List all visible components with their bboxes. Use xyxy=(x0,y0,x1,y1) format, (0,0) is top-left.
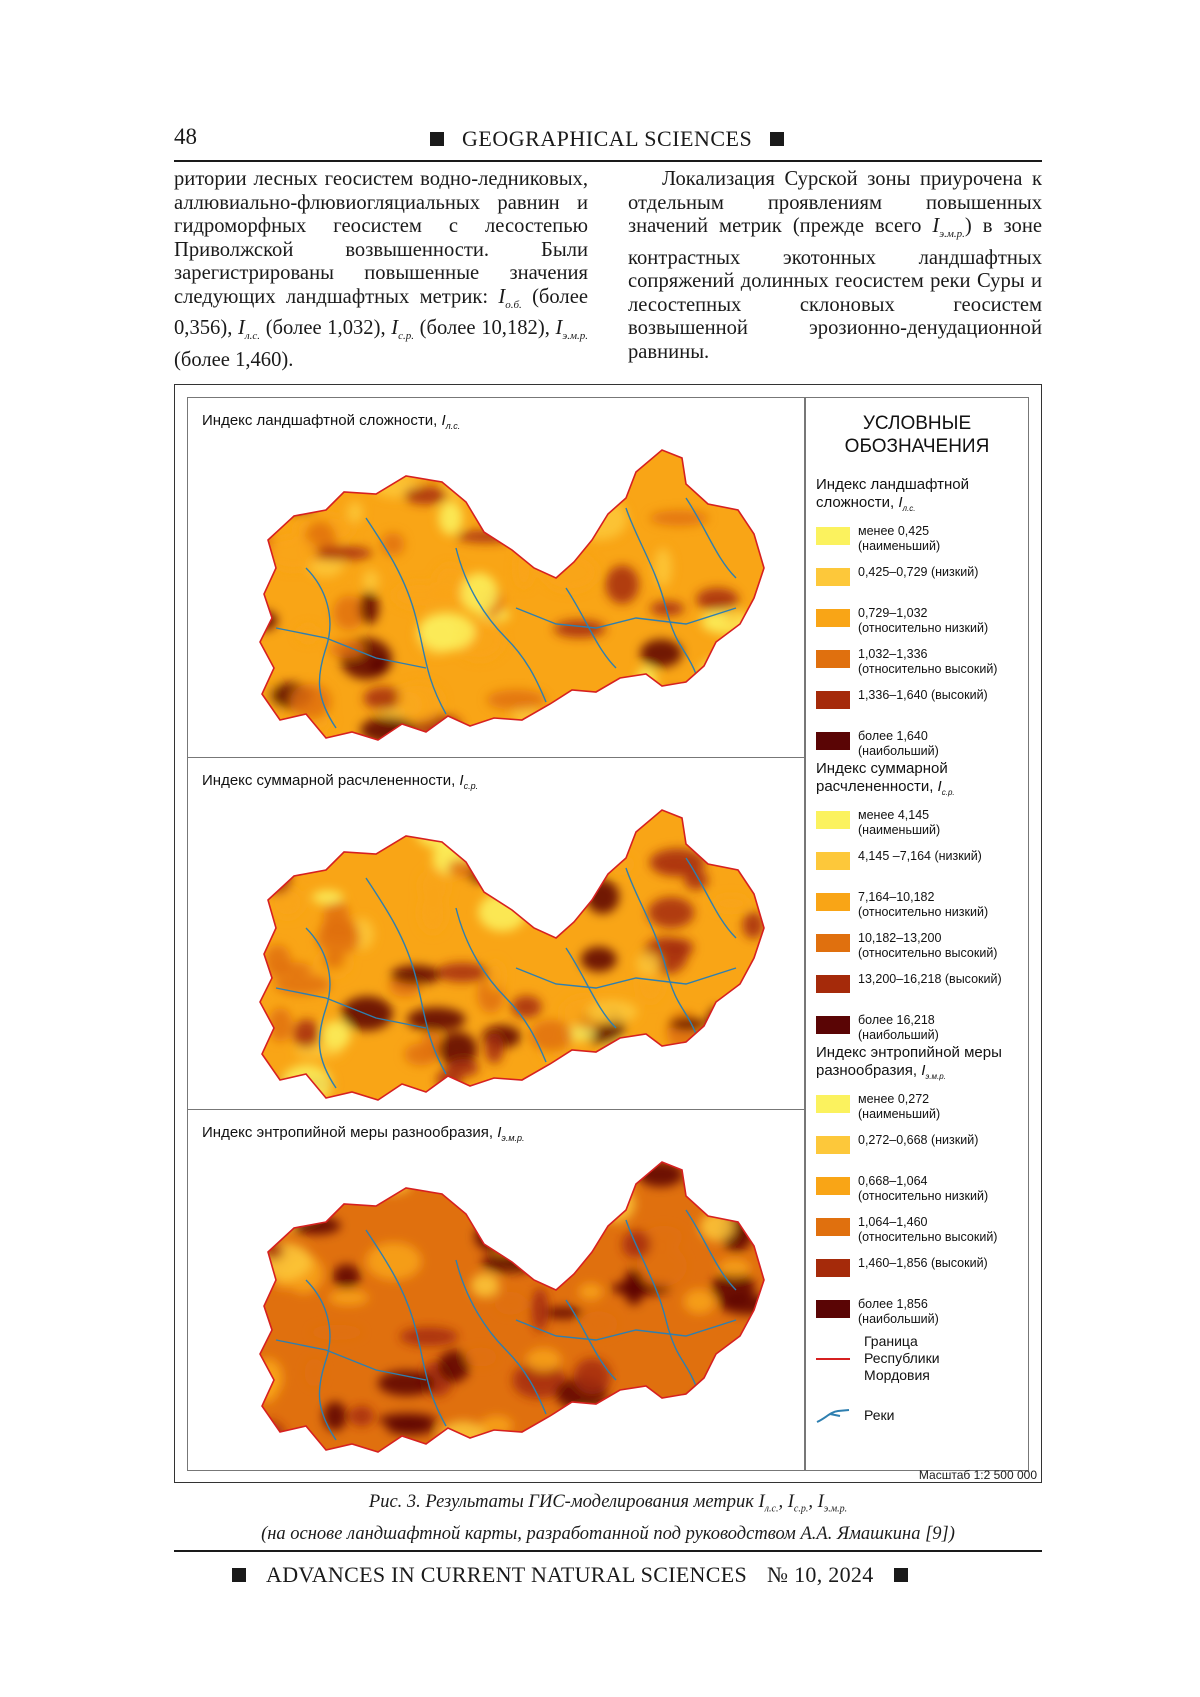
legend-item xyxy=(816,890,1024,931)
heat-blob xyxy=(256,1184,302,1204)
heat-blob xyxy=(714,1368,748,1401)
legend-item-label: 0,668–1,064 (относительно низкий) xyxy=(858,1174,989,1203)
heat-blob xyxy=(586,880,620,914)
metric-symbol: $I_{э.м.р.}$ xyxy=(555,317,588,343)
legend-item xyxy=(816,1174,1024,1215)
metric-value-text: (более 1,032), xyxy=(260,317,392,340)
heat-blob xyxy=(439,501,463,535)
heat-blob xyxy=(542,553,598,592)
page-header xyxy=(174,120,1042,162)
heat-blob xyxy=(258,1243,312,1280)
heat-blob xyxy=(682,1399,710,1435)
legend-item xyxy=(816,849,1024,890)
legend-item-label: более 1,856 (наибольший) xyxy=(858,1297,939,1326)
heat-blob xyxy=(322,1021,351,1049)
heat-blob xyxy=(252,1358,283,1397)
figure-caption xyxy=(174,1490,1042,1546)
legend-item-label: 0,729–1,032 (относительно низкий) xyxy=(858,606,989,635)
metric-value-text: (более 1,460). xyxy=(174,348,294,371)
right-paragraph xyxy=(628,168,1042,364)
heat-blob xyxy=(381,533,404,556)
heat-blob xyxy=(230,1419,285,1449)
legend-section-landscape-complexity xyxy=(816,476,1024,770)
heat-blob xyxy=(724,611,742,624)
heat-blob xyxy=(530,1020,573,1052)
map-legend xyxy=(805,397,1029,1471)
heat-blob xyxy=(347,501,363,523)
heat-blob xyxy=(531,1288,548,1332)
heat-blob xyxy=(260,866,292,894)
legend-item xyxy=(816,931,1024,972)
legend-item xyxy=(816,1256,1024,1297)
heat-blob xyxy=(386,1420,434,1435)
heat-blob xyxy=(240,526,274,568)
legend-swatch xyxy=(816,609,850,627)
heat-blob xyxy=(527,461,559,475)
heat-blob xyxy=(384,459,437,472)
heat-blob xyxy=(487,690,546,710)
metric-value-text: (более 0,356), xyxy=(174,285,588,340)
legend-section-head: Индекс ландшафтной сложности, $I_{л.с.}$ xyxy=(816,476,969,513)
legend-item-label: менее 0,272 (наименьший) xyxy=(858,1092,941,1121)
heat-blob xyxy=(570,1410,596,1441)
panel-title: Индекс ландшафтной сложности, $I_{л.с.}$ xyxy=(202,412,461,431)
legend-item-border xyxy=(816,1333,1024,1384)
heat-blob xyxy=(320,917,358,941)
legend-swatch xyxy=(816,1095,850,1113)
heat-blob xyxy=(495,1292,527,1315)
heat-blob xyxy=(396,682,443,722)
heat-blob xyxy=(713,895,751,911)
right-paragraph-text: ) в зоне контрастных экотонных ландшафтных сопряжений долинных геосистем реки Суры и лесостепных склоновых геосистем возвышенной эрозионно-денудационной равнины. xyxy=(628,215,1042,363)
legend-section-entropy-diversity xyxy=(816,1044,1024,1338)
heat-blob xyxy=(587,1000,638,1023)
square-bullet-icon xyxy=(430,132,444,146)
heat-blob xyxy=(636,952,660,975)
heat-blob xyxy=(650,510,709,525)
heat-blob xyxy=(340,472,368,484)
heat-blob xyxy=(290,684,331,720)
heat-blob xyxy=(447,859,476,877)
legend-swatch xyxy=(816,934,850,952)
legend-item-label: 1,336–1,640 (высокий) xyxy=(858,688,988,702)
heat-blob xyxy=(640,639,682,667)
heat-blob xyxy=(482,1253,538,1273)
heat-blob xyxy=(359,591,379,624)
legend-swatch xyxy=(816,852,850,870)
heat-blob xyxy=(684,870,708,890)
heat-blob xyxy=(312,890,343,904)
legend-swatch xyxy=(816,975,850,993)
heat-blob xyxy=(407,1007,466,1031)
journal-section-title: GEOGRAPHICAL SCIENCES xyxy=(462,126,753,151)
map-entropy-diversity xyxy=(188,1110,804,1470)
panel-title: Индекс энтропийной меры разнообразия, $I_{э.м.р.}$ xyxy=(202,1124,525,1143)
river-line-icon xyxy=(816,1406,850,1424)
legend-swatch xyxy=(816,732,850,750)
heat-blob xyxy=(415,811,467,849)
heat-blob xyxy=(471,1273,500,1297)
heat-blob xyxy=(293,1019,319,1048)
heat-blob xyxy=(256,481,291,499)
legend-item-rivers xyxy=(816,1406,1024,1424)
border-line-icon xyxy=(816,1353,850,1365)
heat-blob xyxy=(676,1423,705,1462)
heat-blob xyxy=(282,500,316,513)
legend-swatch xyxy=(816,1016,850,1034)
running-head xyxy=(430,126,784,152)
page-number: 48 xyxy=(174,124,197,149)
heat-blob xyxy=(684,1289,715,1314)
heat-blob xyxy=(493,881,535,895)
legend-swatch xyxy=(816,893,850,911)
legend-item xyxy=(816,1133,1024,1174)
page-footer xyxy=(174,1550,1042,1596)
legend-item-label: 10,182–13,200 (относительно высокий) xyxy=(858,931,998,960)
legend-item-label: более 16,218 (наибольший) xyxy=(858,1013,939,1042)
heat-blob xyxy=(648,1426,668,1453)
map-panel-entropy-diversity xyxy=(187,1109,805,1471)
heat-blob xyxy=(511,996,541,1018)
legend-section-total-dissection xyxy=(816,760,1024,1054)
caption-line-1: Рис. 3. Результаты ГИС-моделирования метрик $I_{л.с.}$, $I_{с.р.}$, $I_{э.м.р.}$ xyxy=(368,1492,848,1515)
heat-blob xyxy=(313,546,372,560)
legend-item xyxy=(816,647,1024,688)
heat-blob xyxy=(584,817,616,847)
heat-blob xyxy=(333,1264,361,1288)
legend-item-label: менее 0,425 (наименьший) xyxy=(858,524,941,553)
map-total-dissection xyxy=(188,758,804,1118)
legend-item-label: 1,032–1,336 (относительно высокий) xyxy=(858,647,998,676)
heat-blob xyxy=(400,1327,459,1346)
legend-item-label: 13,200–16,218 (высокий) xyxy=(858,972,1002,986)
heat-blob xyxy=(419,869,449,903)
heat-blob xyxy=(554,620,606,638)
metric-symbol: $I_{л.с.}$ xyxy=(238,317,261,343)
left-column xyxy=(174,168,588,372)
heat-blob xyxy=(260,1243,284,1260)
heat-blob xyxy=(475,1222,515,1252)
legend-section-head: Индекс суммарной расчлененности, $I_{с.р.}$ xyxy=(816,760,955,797)
heat-blob xyxy=(526,1348,561,1371)
legend-item-label: 0,425–0,729 (низкий) xyxy=(858,565,979,579)
heat-blob xyxy=(596,1185,635,1223)
heat-blob xyxy=(638,722,675,741)
left-paragraph xyxy=(174,168,588,372)
heat-blob xyxy=(578,1283,603,1300)
heat-blob xyxy=(247,611,277,631)
heat-blob xyxy=(448,457,506,483)
heat-blob xyxy=(733,1165,759,1195)
heat-blob xyxy=(700,1212,735,1241)
heat-blob xyxy=(566,1413,606,1427)
map-landscape-complexity xyxy=(188,398,804,758)
heat-blob xyxy=(311,1325,363,1340)
heat-blob xyxy=(365,1177,411,1194)
legend-item-label: 0,272–0,668 (низкий) xyxy=(858,1133,979,1147)
heat-blob xyxy=(563,866,599,878)
square-bullet-icon xyxy=(770,132,784,146)
heat-blob xyxy=(485,1033,504,1064)
heat-blob xyxy=(606,565,639,604)
map-panel-total-dissection xyxy=(187,757,805,1119)
heat-blob xyxy=(457,530,516,542)
heat-blob xyxy=(563,1174,597,1191)
heat-blob xyxy=(438,1350,470,1382)
legend-item xyxy=(816,688,1024,729)
heat-blob xyxy=(717,1412,773,1447)
metric-value-text: (более 10,182), xyxy=(414,317,556,340)
legend-item xyxy=(816,606,1024,647)
heat-blob xyxy=(720,1295,779,1314)
heat-blob xyxy=(529,1215,566,1255)
heat-blob xyxy=(274,827,321,863)
legend-item-label: 7,164–10,182 (относительно низкий) xyxy=(858,890,989,919)
heat-blob xyxy=(323,1402,347,1431)
heat-blob xyxy=(576,1428,602,1444)
metric-symbol: $I_{о.б.}$ xyxy=(498,285,522,311)
square-bullet-icon xyxy=(232,1568,246,1582)
legend-item xyxy=(816,972,1024,1013)
heat-blob xyxy=(349,1406,374,1426)
metric-symbol: $I_{с.р.}$ xyxy=(391,317,414,343)
heat-blob xyxy=(419,613,475,651)
heat-blob xyxy=(694,1390,740,1410)
legend-swatch xyxy=(816,1136,850,1154)
legend-swatch xyxy=(816,1259,850,1277)
heat-blob xyxy=(341,996,392,1030)
legend-swatch xyxy=(816,1177,850,1195)
legend-item-label: 1,064–1,460 (относительно высокий) xyxy=(858,1215,998,1244)
legend-item-label: более 1,640 (наибольший) xyxy=(858,729,939,758)
heat-blob xyxy=(305,1359,325,1387)
heat-blob xyxy=(448,1059,479,1077)
heat-blob xyxy=(363,570,380,592)
legend-swatch xyxy=(816,650,850,668)
legend-title: УСЛОВНЫЕ ОБОЗНАЧЕНИЯ xyxy=(844,413,990,457)
heat-blob xyxy=(478,893,526,931)
heat-blob xyxy=(520,812,559,853)
heat-blob xyxy=(665,938,694,957)
heat-blob xyxy=(515,547,533,589)
legend-border-label: Граница Республики Мордовия xyxy=(864,1333,940,1383)
heat-blob xyxy=(659,689,690,730)
legend-rivers-label: Реки xyxy=(864,1406,895,1423)
heat-blob xyxy=(638,1162,683,1187)
right-column xyxy=(628,168,1042,364)
legend-item xyxy=(816,1215,1024,1256)
legend-swatch xyxy=(816,1218,850,1236)
heat-blob xyxy=(465,1348,497,1367)
legend-item xyxy=(816,565,1024,606)
heat-blob xyxy=(507,468,551,501)
legend-swatch xyxy=(816,527,850,545)
caption-line-2: (на основе ландшафтной карты, разработанной под руководством А.А. Ямашкина [9]) xyxy=(261,1523,955,1544)
heat-blob xyxy=(281,1065,332,1104)
square-bullet-icon xyxy=(894,1568,908,1582)
panel-title: Индекс суммарной расчлененности, $I_{с.р.}$ xyxy=(202,772,479,791)
heat-blob xyxy=(528,872,553,895)
heat-blob xyxy=(691,703,710,728)
legend-other-symbols xyxy=(816,1323,1024,1424)
heat-blob xyxy=(404,487,447,505)
left-paragraph-text: ритории лесных геосистем водно-ледниковых, аллювиально-флювиогляциальных равнин и гидроморфных геосистем с лесостепью Приволжской возвышенности. Были зарегистрированы повышенные значения следующих ландшафтных метрик: xyxy=(174,168,588,308)
legend-item xyxy=(816,1092,1024,1133)
footer-issue: № 10, 2024 xyxy=(767,1562,874,1587)
legend-item-label: менее 4,145 (наименьший) xyxy=(858,808,941,837)
legend-item-label: 1,460–1,856 (высокий) xyxy=(858,1256,988,1270)
heat-blob xyxy=(426,461,449,476)
map-scale: Масштаб 1:2 500 000 xyxy=(918,1468,1037,1482)
heat-blob xyxy=(264,945,291,978)
heat-blob xyxy=(256,1195,280,1215)
figure xyxy=(174,384,1042,1483)
heat-blob xyxy=(688,1172,705,1189)
heat-blob xyxy=(707,1007,728,1037)
legend-swatch xyxy=(816,568,850,586)
legend-item xyxy=(816,524,1024,565)
heat-blob xyxy=(256,1367,279,1403)
heat-blob xyxy=(329,640,364,658)
heat-blob xyxy=(624,1269,645,1306)
heat-blob xyxy=(667,1417,723,1446)
heat-blob xyxy=(521,523,550,551)
heat-blob xyxy=(667,1012,702,1052)
heat-blob xyxy=(274,974,331,995)
heat-blob xyxy=(292,1217,340,1235)
legend-item xyxy=(816,808,1024,849)
heat-blob xyxy=(397,459,417,474)
heat-blob xyxy=(328,1290,369,1305)
metric-symbol: $I_{э.м.р.}$ xyxy=(932,215,965,241)
legend-swatch xyxy=(816,1300,850,1318)
heat-blob xyxy=(574,1358,611,1394)
map-panel-landscape-complexity xyxy=(187,397,805,759)
footer-journal-name: ADVANCES IN CURRENT NATURAL SCIENCES xyxy=(266,1562,747,1587)
legend-swatch xyxy=(816,691,850,709)
legend-section-head: Индекс энтропийной меры разнообразия, $I_{э.м.р.}$ xyxy=(816,1044,1002,1081)
heat-blob xyxy=(704,661,762,699)
heat-blob xyxy=(581,947,617,972)
legend-swatch xyxy=(816,811,850,829)
heat-blob xyxy=(484,1194,508,1238)
heat-blob xyxy=(696,588,739,611)
heat-blob xyxy=(360,717,416,744)
heat-blob xyxy=(307,713,324,756)
footer-running-text xyxy=(232,1562,908,1588)
heat-blob xyxy=(648,897,694,928)
legend-item-label: 4,145 –7,164 (низкий) xyxy=(858,849,982,863)
right-paragraph-text: Локализация Сурской зоны приурочена к отдельным проявлениям повышенных значений метрик (прежде всего xyxy=(628,168,1042,237)
